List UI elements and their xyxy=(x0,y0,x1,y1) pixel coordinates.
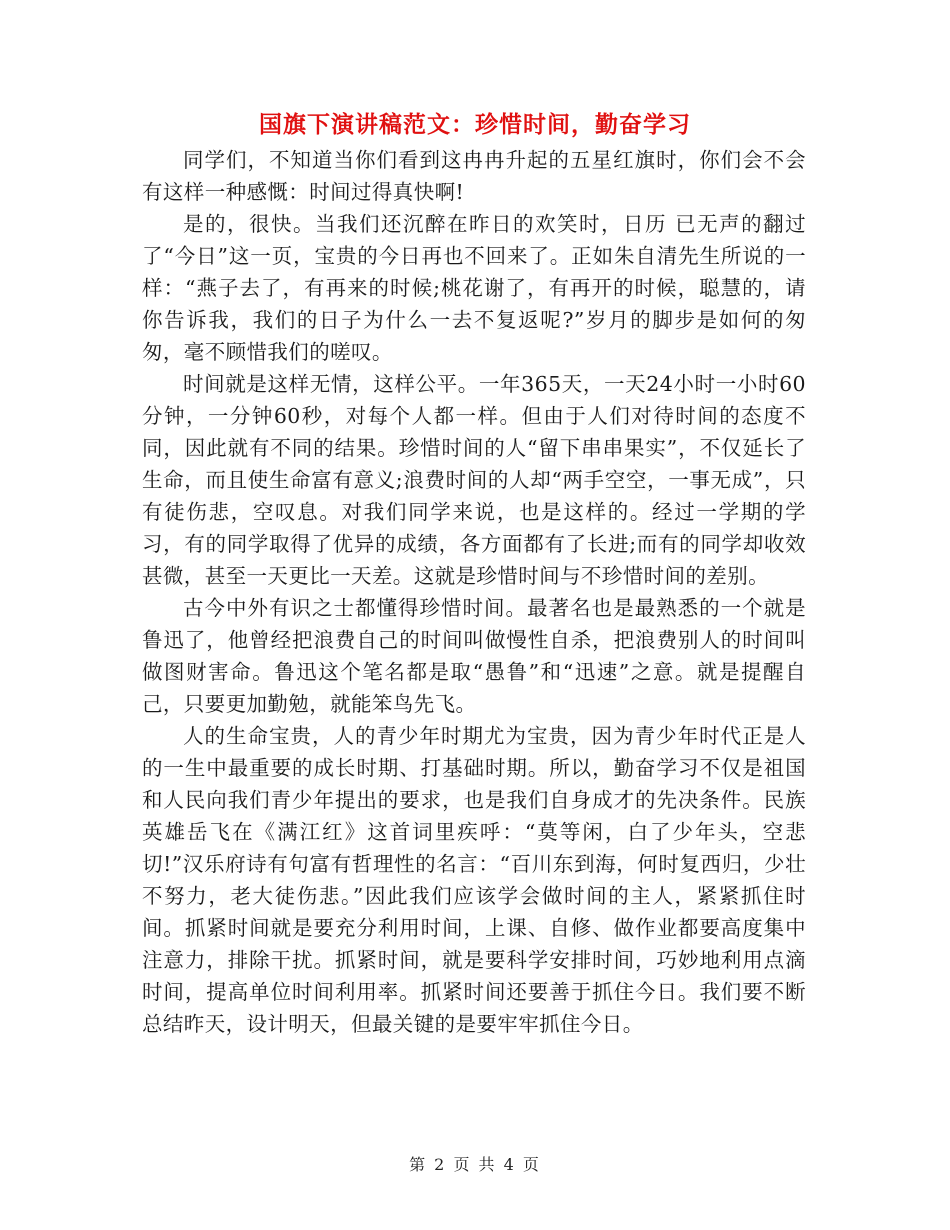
paragraph-3: 时间就是这样无情，这样公平。一年365天，一天24小时一小时60分钟，一分钟60秒，对每个人都一样。但由于人们对待时间的态度不同，因此就有不同的结果。珍惜时间的人“留下串串果实”，不仅延长了生命，而且使生命富有意义;浪费时间的人却“两手空空，一事无成”，只有徒伤悲，空叹息。对我们同学来说，也是这样的。经过一学期的学习，有的同学取得了优异的成绩，各方面都有了长进;而有的同学却收效甚微，甚至一天更比一天差。这就是珍惜时间与不珍惜时间的差别。 xyxy=(142,372,806,588)
page-footer: 第 2 页 共 4 页 xyxy=(409,1155,541,1174)
paragraph-5: 人的生命宝贵，人的青少年时期尤为宝贵，因为青少年时代正是人的一生中最重要的成长时期、打基础时期。所以，勤奋学习不仅是祖国和人民向我们青少年提出的要求，也是我们自身成才的先决条件。民族英雄岳飞在《满江红》这首词里疾呼：“莫等闲，白了少年头，空悲切!”汉乐府诗有句富有哲理性的名言：“百川东到海，何时复西归，少壮不努力，老大徒伤悲。”因此我们应该学会做时间的主人，紧紧抓住时间。抓紧时间就是要充分利用时间，上课、自修、做作业都要高度集中注意力，排除干扰。抓紧时间，就是要科学安排时间，巧妙地利用点滴时间，提高单位时间利用率。抓紧时间还要善于抓住今日。我们要不断总结昨天，设计明天，但最关键的是要牢牢抓住今日。 xyxy=(142,724,806,1036)
paragraph-4: 古今中外有识之士都懂得珍惜时间。最著名也是最熟悉的一个就是鲁迅了，他曾经把浪费自己的时间叫做慢性自杀，把浪费别人的时间叫做图财害命。鲁迅这个笔名都是取“愚鲁”和“迅速”之意。就是提醒自己，只要更加勤勉，就能笨鸟先飞。 xyxy=(142,596,806,716)
document-title: 国旗下演讲稿范文：珍惜时间，勤奋学习 xyxy=(259,112,691,138)
paragraph-1: 同学们，不知道当你们看到这冉冉升起的五星红旗时，你们会不会有这样一种感慨：时间过得真快啊! xyxy=(142,148,806,204)
document-body xyxy=(142,144,806,1040)
paragraph-2: 是的，很快。当我们还沉醉在昨日的欢笑时，日历 已无声的翻过了“今日”这一页，宝贵的今日再也不回来了。正如朱自清先生所说的一样：“燕子去了，有再来的时候;桃花谢了，有再开的时候，聪慧的，请你告诉我，我们的日子为什么一去不复返呢?”岁月的脚步是如何的匆匆，毫不顾惜我们的嗟叹。 xyxy=(142,212,806,364)
